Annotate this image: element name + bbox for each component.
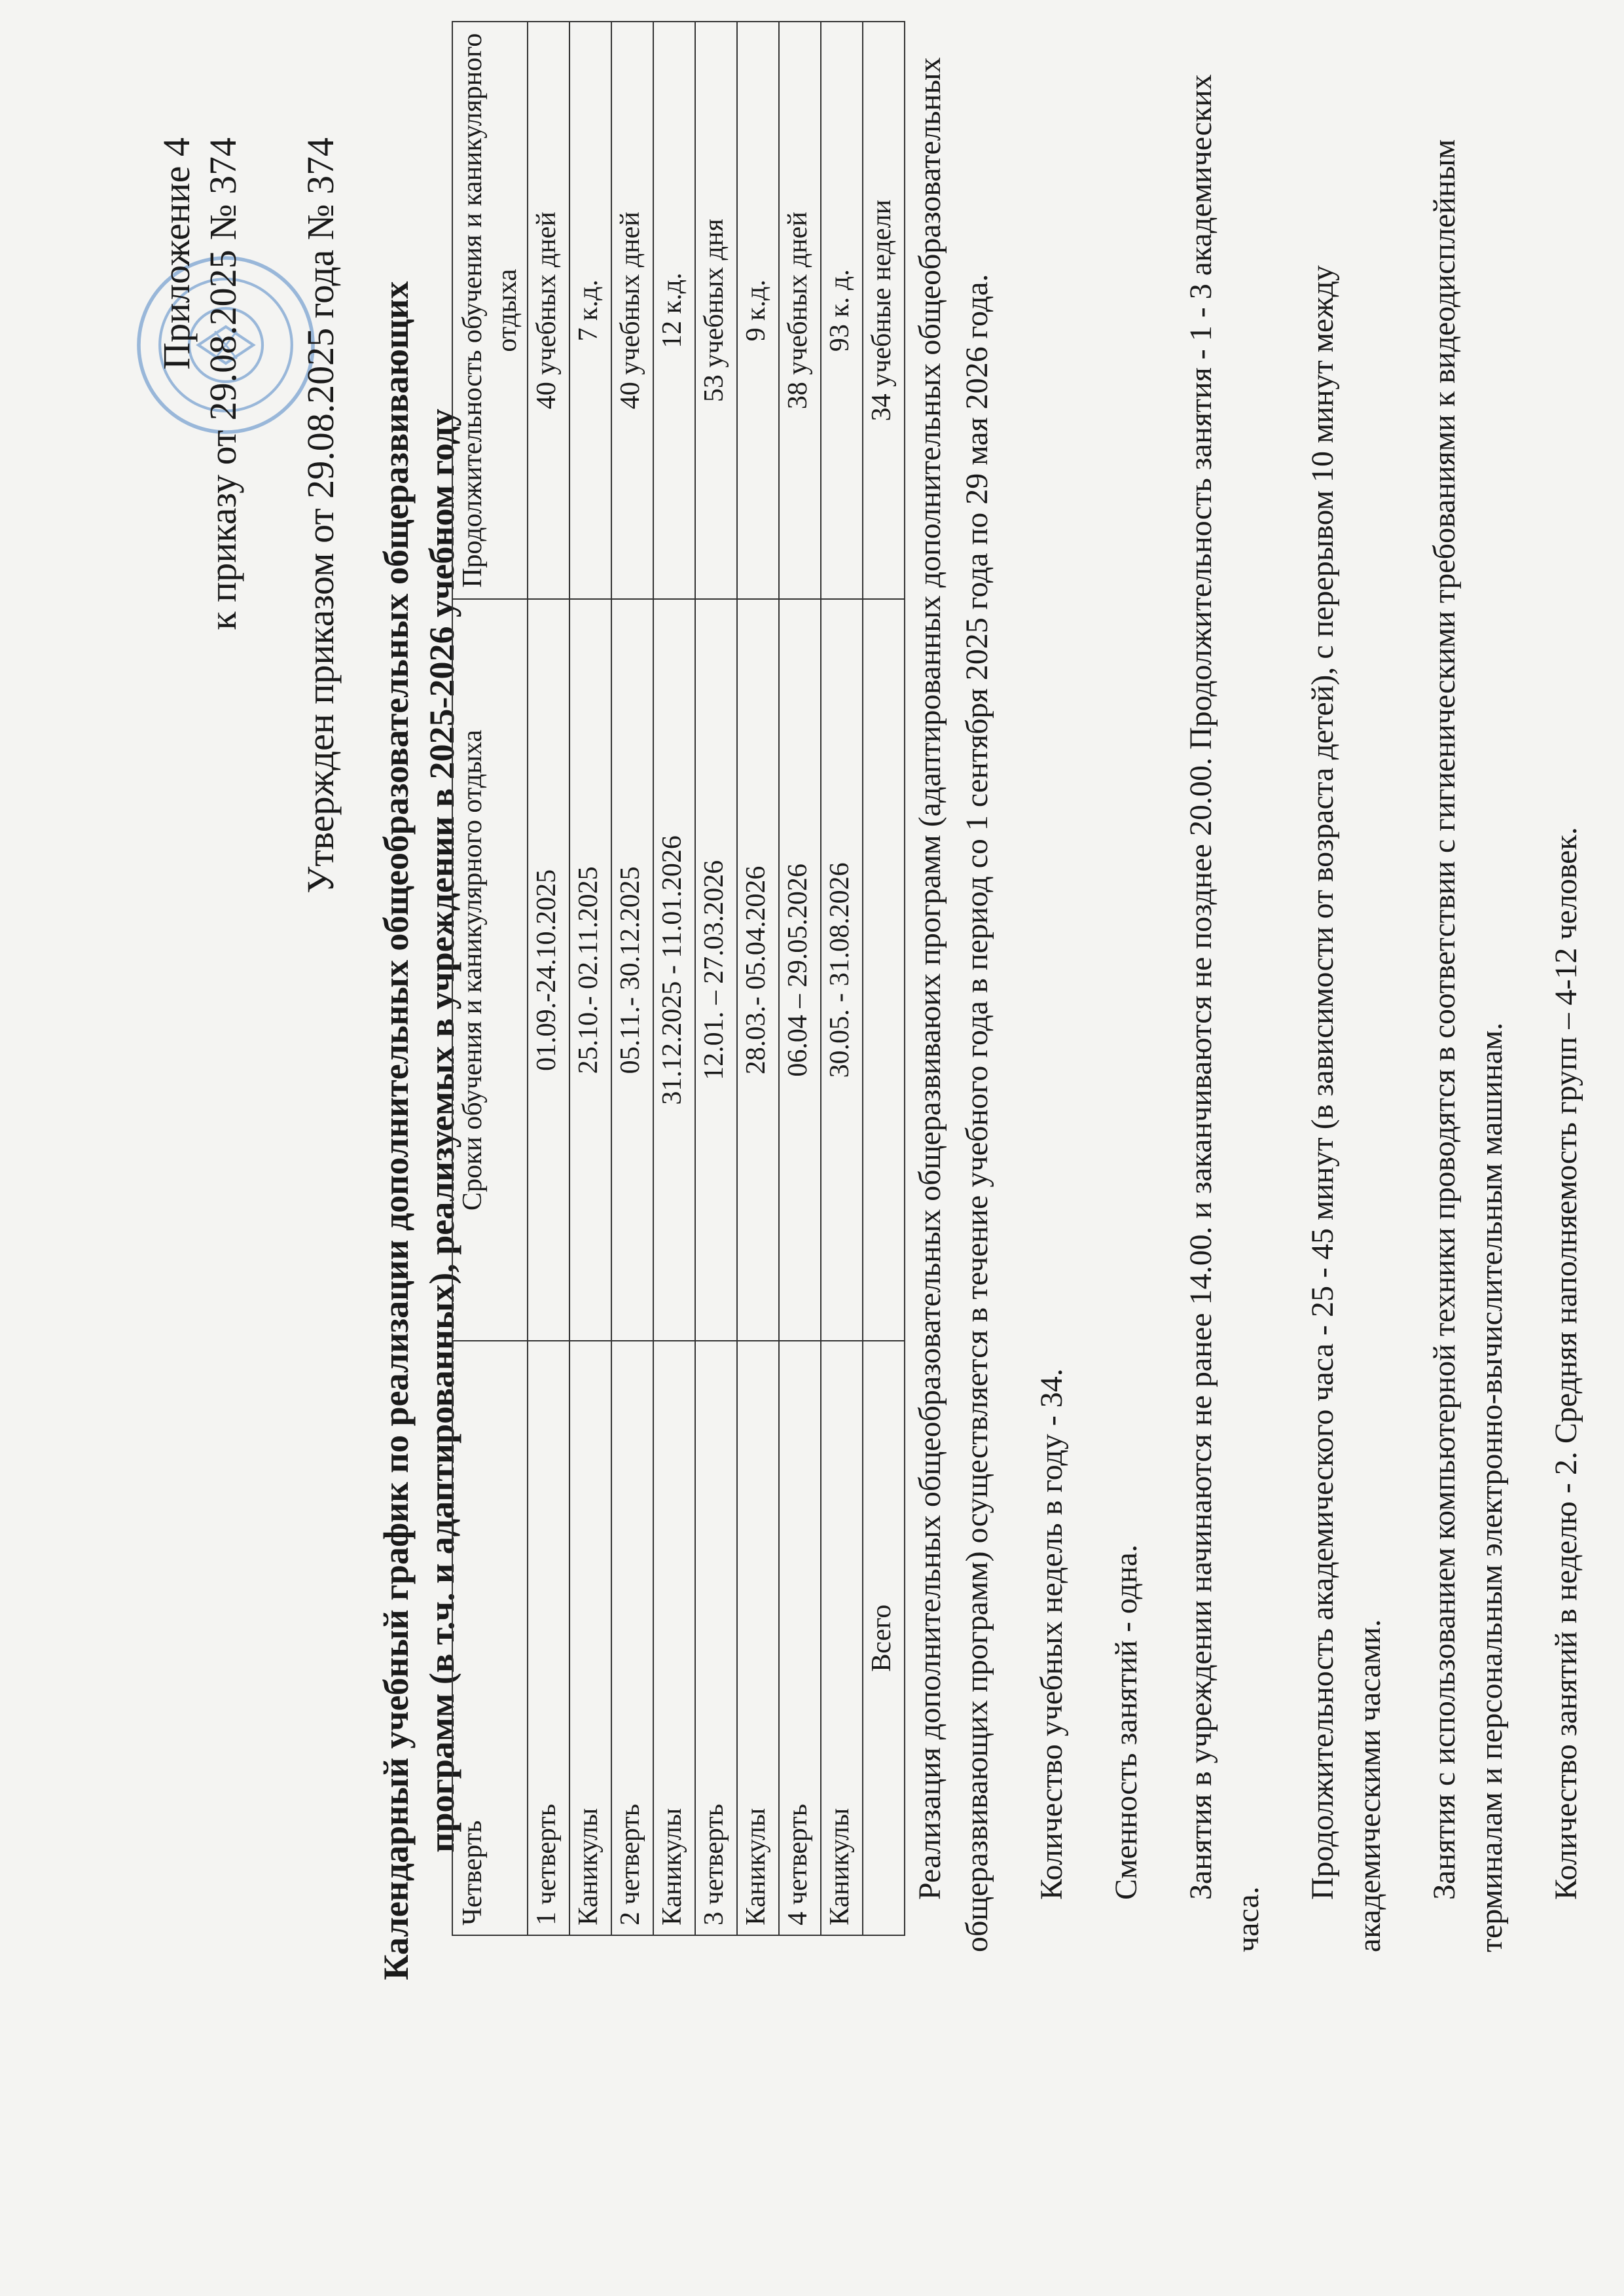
dates-cell: 30.05. - 31.08.2026 bbox=[821, 599, 863, 1341]
duration-cell: 93 к. д. bbox=[821, 22, 863, 599]
quarter-cell: 3 четверть bbox=[695, 1341, 737, 1935]
paragraph-group-size: Количество занятий в неделю - 2. Средняя наполняемость групп – 4-12 человек. bbox=[1549, 827, 1583, 1900]
appendix-number: Приложение 4 bbox=[155, 137, 198, 370]
table-row bbox=[737, 22, 779, 1935]
header-dates: Сроки обучения и каникулярного отдыха bbox=[452, 599, 528, 1341]
paragraph-implementation: Реализация дополнительных общеобразовательных общеразвиваюих программ (адаптированных дополнительных общеобразовательных общеразвивающих программ) осуществляется в течение учебного года в период со 1 сентября 2025 года по 29 мая 2026 года. bbox=[912, 57, 994, 1952]
quarter-cell: Каникулы bbox=[737, 1341, 779, 1935]
quarter-cell: 4 четверть bbox=[779, 1341, 821, 1935]
title-line-1: Календарный учебный график по реализации дополнительных общеобразовательных общеразвивающих bbox=[376, 281, 416, 1980]
quarter-cell: 2 четверть bbox=[611, 1341, 653, 1935]
dates-cell: 28.03.- 05.04.2026 bbox=[737, 599, 779, 1341]
paragraph-weeks: Количество учебных недель в году - 34. bbox=[1034, 1368, 1069, 1900]
paragraph-hours: Занятия в учреждении начинаются не ранее 14.00. и заканчиваются не позднее 20.00. Продолжительность занятия - 1 - 3 академических часа. bbox=[1183, 74, 1265, 1952]
duration-cell: 40 учебных дней bbox=[528, 22, 569, 599]
dates-cell: 05.11.- 30.12.2025 bbox=[611, 599, 653, 1341]
duration-cell: 34 учебные недели bbox=[863, 22, 905, 599]
approval-line: Утвержден приказом от 29.08.2025 года № 374 bbox=[299, 137, 342, 894]
dates-cell: 12.01. – 27.03.2026 bbox=[695, 599, 737, 1341]
dates-cell: 01.09.-24.10.2025 bbox=[528, 599, 569, 1341]
header-quarter: Четверть bbox=[452, 1341, 528, 1935]
table-row bbox=[569, 22, 611, 1935]
quarter-cell: Каникулы bbox=[653, 1341, 695, 1935]
duration-cell: 40 учебных дней bbox=[611, 22, 653, 599]
duration-cell: 12 к.д. bbox=[653, 22, 695, 599]
quarter-cell: Всего bbox=[863, 1341, 905, 1935]
table-row bbox=[611, 22, 653, 1935]
dates-cell: 31.12.2025 - 11.01.2026 bbox=[653, 599, 695, 1341]
table-row bbox=[528, 22, 569, 1935]
paragraph-shifts: Сменность занятий - одна. bbox=[1109, 1544, 1144, 1900]
duration-cell: 7 к.д. bbox=[569, 22, 611, 599]
order-reference: к приказу от 29.08.2025 № 374 bbox=[201, 137, 244, 630]
table-row bbox=[779, 22, 821, 1935]
body-text bbox=[907, 54, 1617, 1952]
quarter-cell: 1 четверть bbox=[528, 1341, 569, 1935]
dates-cell: 25.10.- 02.11.2025 bbox=[569, 599, 611, 1341]
table-row bbox=[821, 22, 863, 1935]
dates-cell: 06.04 – 29.05.2026 bbox=[779, 599, 821, 1341]
quarter-cell: Каникулы bbox=[569, 1341, 611, 1935]
title-line-2: программ (в т.ч. и адаптированных), реализуемых в учреждении в 2025-2026 учебном году bbox=[422, 409, 462, 1853]
appendix-reference bbox=[154, 137, 247, 630]
header-duration: Продолжительность обучения и каникулярного отдыха bbox=[452, 22, 528, 599]
quarter-cell: Каникулы bbox=[821, 1341, 863, 1935]
paragraph-academic-hour: Продолжительность академического часа - 25 - 45 минут (в зависимости от возраста детей), с перерывом 10 минут между академическими часами. bbox=[1305, 265, 1387, 1952]
table-header-row bbox=[452, 22, 528, 1935]
duration-cell: 53 учебных дня bbox=[695, 22, 737, 599]
duration-cell: 38 учебных дней bbox=[779, 22, 821, 599]
schedule-table bbox=[452, 21, 905, 1936]
table-row bbox=[695, 22, 737, 1935]
dates-cell bbox=[863, 599, 905, 1341]
table-row bbox=[653, 22, 695, 1935]
table-row-total bbox=[863, 22, 905, 1935]
paragraph-computers: Занятия с использованием компьютерной техники проводятся в соответствии с гигиеническими требованиями к видеодисплейным терминалам и персональным электронно-вычислительным машинам. bbox=[1427, 139, 1509, 1952]
duration-cell: 9 к.д. bbox=[737, 22, 779, 599]
